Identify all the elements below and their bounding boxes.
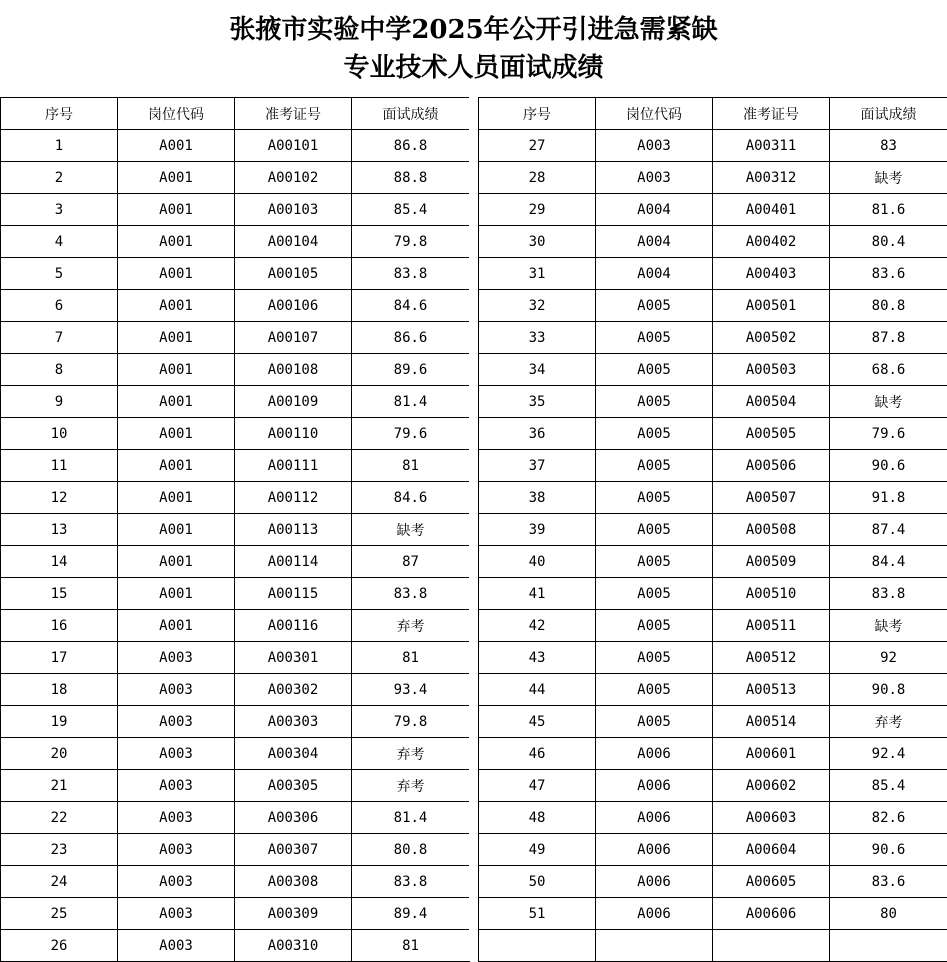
cell-seq: 46 bbox=[479, 738, 596, 770]
cell-seq: 27 bbox=[479, 130, 596, 162]
cell-ticket-number: A00104 bbox=[235, 226, 352, 258]
cell-post-code: A004 bbox=[596, 194, 713, 226]
cell-ticket-number: A00302 bbox=[235, 674, 352, 706]
table-row bbox=[1, 322, 470, 354]
table-row bbox=[1, 258, 470, 290]
cell-post-code: A003 bbox=[118, 866, 235, 898]
header-interview-score: 面试成绩 bbox=[352, 98, 470, 130]
cell-post-code: A001 bbox=[118, 386, 235, 418]
cell-interview-score: 83.8 bbox=[352, 578, 470, 610]
table-row bbox=[1, 194, 470, 226]
cell-interview-score: 86.6 bbox=[352, 322, 470, 354]
cell-seq: 19 bbox=[1, 706, 118, 738]
header-interview-score: 面试成绩 bbox=[830, 98, 947, 130]
cell-interview-score: 68.6 bbox=[830, 354, 947, 386]
cell-ticket-number: A00101 bbox=[235, 130, 352, 162]
cell-seq: 2 bbox=[1, 162, 118, 194]
cell-ticket-number bbox=[713, 930, 830, 962]
table-row bbox=[1, 610, 470, 642]
cell-interview-score: 80.8 bbox=[830, 290, 947, 322]
cell-interview-score: 弃考 bbox=[352, 610, 470, 642]
table-row bbox=[1, 898, 470, 930]
cell-interview-score: 83.8 bbox=[830, 578, 947, 610]
cell-seq: 32 bbox=[479, 290, 596, 322]
cell-ticket-number: A00514 bbox=[713, 706, 830, 738]
cell-seq: 41 bbox=[479, 578, 596, 610]
cell-ticket-number: A00511 bbox=[713, 610, 830, 642]
cell-post-code: A003 bbox=[118, 930, 235, 962]
cell-seq: 50 bbox=[479, 866, 596, 898]
cell-interview-score: 87.8 bbox=[830, 322, 947, 354]
table-row bbox=[479, 258, 947, 290]
table-row bbox=[479, 386, 947, 418]
header-seq: 序号 bbox=[479, 98, 596, 130]
cell-seq: 35 bbox=[479, 386, 596, 418]
cell-post-code: A001 bbox=[118, 354, 235, 386]
cell-interview-score: 81 bbox=[352, 450, 470, 482]
cell-seq: 48 bbox=[479, 802, 596, 834]
cell-post-code: A001 bbox=[118, 450, 235, 482]
table-row bbox=[1, 386, 470, 418]
cell-ticket-number: A00502 bbox=[713, 322, 830, 354]
cell-seq: 37 bbox=[479, 450, 596, 482]
cell-ticket-number: A00402 bbox=[713, 226, 830, 258]
table-row bbox=[1, 450, 470, 482]
table-header-row bbox=[479, 98, 947, 130]
cell-seq: 49 bbox=[479, 834, 596, 866]
cell-ticket-number: A00306 bbox=[235, 802, 352, 834]
cell-post-code: A004 bbox=[596, 226, 713, 258]
cell-seq: 39 bbox=[479, 514, 596, 546]
cell-ticket-number: A00308 bbox=[235, 866, 352, 898]
cell-ticket-number: A00116 bbox=[235, 610, 352, 642]
cell-post-code: A001 bbox=[118, 546, 235, 578]
cell-ticket-number: A00602 bbox=[713, 770, 830, 802]
cell-seq: 24 bbox=[1, 866, 118, 898]
header-post-code: 岗位代码 bbox=[596, 98, 713, 130]
cell-ticket-number: A00110 bbox=[235, 418, 352, 450]
cell-interview-score: 87.4 bbox=[830, 514, 947, 546]
table-row bbox=[479, 322, 947, 354]
cell-ticket-number: A00513 bbox=[713, 674, 830, 706]
cell-post-code: A001 bbox=[118, 418, 235, 450]
cell-seq: 38 bbox=[479, 482, 596, 514]
cell-ticket-number: A00105 bbox=[235, 258, 352, 290]
cell-interview-score: 90.6 bbox=[830, 450, 947, 482]
cell-interview-score: 87 bbox=[352, 546, 470, 578]
cell-post-code: A005 bbox=[596, 450, 713, 482]
table-row bbox=[1, 930, 470, 962]
cell-interview-score: 91.8 bbox=[830, 482, 947, 514]
cell-interview-score: 弃考 bbox=[352, 770, 470, 802]
table-row bbox=[479, 610, 947, 642]
cell-seq: 44 bbox=[479, 674, 596, 706]
cell-seq: 28 bbox=[479, 162, 596, 194]
table-row bbox=[1, 642, 470, 674]
table-row bbox=[479, 354, 947, 386]
cell-post-code: A003 bbox=[118, 642, 235, 674]
table-row bbox=[479, 834, 947, 866]
cell-ticket-number: A00507 bbox=[713, 482, 830, 514]
cell-post-code: A001 bbox=[118, 258, 235, 290]
cell-post-code: A003 bbox=[118, 834, 235, 866]
table-header-row bbox=[1, 98, 470, 130]
cell-ticket-number: A00505 bbox=[713, 418, 830, 450]
table-row bbox=[1, 514, 470, 546]
cell-post-code: A001 bbox=[118, 290, 235, 322]
table-row bbox=[1, 546, 470, 578]
cell-seq: 43 bbox=[479, 642, 596, 674]
cell-interview-score: 81.6 bbox=[830, 194, 947, 226]
cell-ticket-number: A00603 bbox=[713, 802, 830, 834]
table-row bbox=[479, 226, 947, 258]
cell-post-code: A005 bbox=[596, 386, 713, 418]
table-row bbox=[1, 290, 470, 322]
cell-ticket-number: A00307 bbox=[235, 834, 352, 866]
table-row bbox=[479, 706, 947, 738]
cell-ticket-number: A00301 bbox=[235, 642, 352, 674]
cell-post-code: A005 bbox=[596, 322, 713, 354]
cell-interview-score: 弃考 bbox=[830, 706, 947, 738]
cell-seq: 18 bbox=[1, 674, 118, 706]
table-row bbox=[479, 514, 947, 546]
cell-interview-score: 缺考 bbox=[830, 162, 947, 194]
cell-ticket-number: A00401 bbox=[713, 194, 830, 226]
cell-post-code: A003 bbox=[596, 130, 713, 162]
title-line-1: 张掖市实验中学2025年公开引进急需紧缺 bbox=[0, 13, 947, 47]
table-row bbox=[479, 642, 947, 674]
cell-ticket-number: A00312 bbox=[713, 162, 830, 194]
cell-ticket-number: A00310 bbox=[235, 930, 352, 962]
cell-seq: 25 bbox=[1, 898, 118, 930]
cell-interview-score: 83 bbox=[830, 130, 947, 162]
header-seq: 序号 bbox=[1, 98, 118, 130]
header-ticket-number: 准考证号 bbox=[235, 98, 352, 130]
cell-post-code: A005 bbox=[596, 706, 713, 738]
cell-seq: 16 bbox=[1, 610, 118, 642]
cell-ticket-number: A00506 bbox=[713, 450, 830, 482]
cell-interview-score: 92.4 bbox=[830, 738, 947, 770]
cell-interview-score: 86.8 bbox=[352, 130, 470, 162]
table-row bbox=[1, 706, 470, 738]
cell-seq: 6 bbox=[1, 290, 118, 322]
cell-post-code: A003 bbox=[118, 770, 235, 802]
cell-seq: 21 bbox=[1, 770, 118, 802]
cell-interview-score: 83.8 bbox=[352, 866, 470, 898]
cell-post-code: A003 bbox=[596, 162, 713, 194]
cell-interview-score bbox=[830, 930, 947, 962]
cell-ticket-number: A00605 bbox=[713, 866, 830, 898]
cell-seq: 9 bbox=[1, 386, 118, 418]
cell-ticket-number: A00311 bbox=[713, 130, 830, 162]
cell-seq: 4 bbox=[1, 226, 118, 258]
table-row bbox=[479, 290, 947, 322]
cell-seq: 14 bbox=[1, 546, 118, 578]
cell-interview-score: 90.8 bbox=[830, 674, 947, 706]
table-row bbox=[1, 866, 470, 898]
cell-post-code: A003 bbox=[118, 898, 235, 930]
cell-post-code: A006 bbox=[596, 802, 713, 834]
table-row bbox=[1, 802, 470, 834]
cell-interview-score: 82.6 bbox=[830, 802, 947, 834]
cell-post-code: A003 bbox=[118, 738, 235, 770]
cell-seq: 42 bbox=[479, 610, 596, 642]
cell-seq: 15 bbox=[1, 578, 118, 610]
cell-interview-score: 89.4 bbox=[352, 898, 470, 930]
cell-interview-score: 92 bbox=[830, 642, 947, 674]
cell-interview-score: 79.8 bbox=[352, 226, 470, 258]
cell-post-code: A001 bbox=[118, 162, 235, 194]
cell-interview-score: 缺考 bbox=[830, 386, 947, 418]
table-row bbox=[479, 162, 947, 194]
table-row bbox=[1, 834, 470, 866]
cell-post-code: A005 bbox=[596, 354, 713, 386]
cell-ticket-number: A00606 bbox=[713, 898, 830, 930]
cell-ticket-number: A00504 bbox=[713, 386, 830, 418]
cell-post-code: A003 bbox=[118, 706, 235, 738]
results-table-left bbox=[0, 97, 470, 962]
cell-interview-score: 83.6 bbox=[830, 866, 947, 898]
table-body-right bbox=[479, 130, 947, 962]
cell-ticket-number: A00601 bbox=[713, 738, 830, 770]
cell-ticket-number: A00509 bbox=[713, 546, 830, 578]
cell-seq: 23 bbox=[1, 834, 118, 866]
table-row bbox=[479, 866, 947, 898]
cell-seq: 47 bbox=[479, 770, 596, 802]
cell-post-code: A006 bbox=[596, 898, 713, 930]
cell-post-code: A001 bbox=[118, 322, 235, 354]
cell-ticket-number: A00604 bbox=[713, 834, 830, 866]
cell-seq: 45 bbox=[479, 706, 596, 738]
cell-ticket-number: A00403 bbox=[713, 258, 830, 290]
cell-post-code: A004 bbox=[596, 258, 713, 290]
cell-post-code: A005 bbox=[596, 546, 713, 578]
results-table-right bbox=[478, 97, 947, 962]
cell-seq: 8 bbox=[1, 354, 118, 386]
cell-interview-score: 84.4 bbox=[830, 546, 947, 578]
cell-seq: 29 bbox=[479, 194, 596, 226]
cell-interview-score: 84.6 bbox=[352, 290, 470, 322]
cell-post-code: A001 bbox=[118, 194, 235, 226]
cell-seq: 40 bbox=[479, 546, 596, 578]
results-grid bbox=[0, 97, 947, 961]
cell-ticket-number: A00112 bbox=[235, 482, 352, 514]
cell-post-code: A005 bbox=[596, 674, 713, 706]
cell-ticket-number: A00111 bbox=[235, 450, 352, 482]
cell-seq: 13 bbox=[1, 514, 118, 546]
cell-seq: 26 bbox=[1, 930, 118, 962]
cell-ticket-number: A00108 bbox=[235, 354, 352, 386]
cell-interview-score: 缺考 bbox=[830, 610, 947, 642]
table-row bbox=[479, 898, 947, 930]
table-row bbox=[479, 194, 947, 226]
cell-post-code: A005 bbox=[596, 482, 713, 514]
cell-interview-score: 93.4 bbox=[352, 674, 470, 706]
cell-interview-score: 缺考 bbox=[352, 514, 470, 546]
table-row bbox=[479, 418, 947, 450]
cell-ticket-number: A00303 bbox=[235, 706, 352, 738]
table-body-left bbox=[1, 130, 470, 962]
table-row bbox=[1, 770, 470, 802]
cell-post-code: A001 bbox=[118, 482, 235, 514]
cell-seq: 1 bbox=[1, 130, 118, 162]
cell-post-code: A006 bbox=[596, 834, 713, 866]
cell-seq: 11 bbox=[1, 450, 118, 482]
table-row bbox=[1, 130, 470, 162]
cell-ticket-number: A00508 bbox=[713, 514, 830, 546]
title-line-2: 专业技术人员面试成绩 bbox=[0, 51, 947, 85]
cell-interview-score: 81 bbox=[352, 642, 470, 674]
table-row bbox=[1, 578, 470, 610]
cell-post-code: A005 bbox=[596, 514, 713, 546]
cell-seq: 7 bbox=[1, 322, 118, 354]
cell-interview-score: 83.8 bbox=[352, 258, 470, 290]
cell-ticket-number: A00510 bbox=[713, 578, 830, 610]
cell-interview-score: 弃考 bbox=[352, 738, 470, 770]
cell-seq: 20 bbox=[1, 738, 118, 770]
table-row bbox=[479, 482, 947, 514]
table-row bbox=[1, 738, 470, 770]
cell-interview-score: 89.6 bbox=[352, 354, 470, 386]
cell-ticket-number: A00309 bbox=[235, 898, 352, 930]
table-row bbox=[479, 770, 947, 802]
cell-post-code: A001 bbox=[118, 130, 235, 162]
cell-interview-score: 79.6 bbox=[352, 418, 470, 450]
cell-seq: 31 bbox=[479, 258, 596, 290]
cell-interview-score: 83.6 bbox=[830, 258, 947, 290]
cell-seq: 51 bbox=[479, 898, 596, 930]
table-gap bbox=[469, 97, 478, 961]
cell-ticket-number: A00503 bbox=[713, 354, 830, 386]
cell-post-code: A003 bbox=[118, 674, 235, 706]
cell-interview-score: 81 bbox=[352, 930, 470, 962]
cell-interview-score: 80 bbox=[830, 898, 947, 930]
cell-post-code: A005 bbox=[596, 610, 713, 642]
table-row bbox=[479, 802, 947, 834]
cell-post-code: A005 bbox=[596, 290, 713, 322]
cell-ticket-number: A00109 bbox=[235, 386, 352, 418]
header-post-code: 岗位代码 bbox=[118, 98, 235, 130]
cell-seq: 34 bbox=[479, 354, 596, 386]
cell-seq: 36 bbox=[479, 418, 596, 450]
cell-interview-score: 79.8 bbox=[352, 706, 470, 738]
table-row bbox=[1, 482, 470, 514]
cell-seq: 10 bbox=[1, 418, 118, 450]
cell-interview-score: 80.4 bbox=[830, 226, 947, 258]
cell-ticket-number: A00304 bbox=[235, 738, 352, 770]
cell-interview-score: 81.4 bbox=[352, 386, 470, 418]
cell-post-code: A006 bbox=[596, 738, 713, 770]
cell-seq: 17 bbox=[1, 642, 118, 674]
cell-interview-score: 88.8 bbox=[352, 162, 470, 194]
cell-seq bbox=[479, 930, 596, 962]
cell-seq: 22 bbox=[1, 802, 118, 834]
table-row bbox=[479, 546, 947, 578]
table-row bbox=[479, 578, 947, 610]
cell-interview-score: 85.4 bbox=[352, 194, 470, 226]
cell-post-code: A006 bbox=[596, 866, 713, 898]
cell-seq: 5 bbox=[1, 258, 118, 290]
cell-post-code: A005 bbox=[596, 578, 713, 610]
table-row bbox=[1, 354, 470, 386]
cell-post-code: A001 bbox=[118, 578, 235, 610]
cell-ticket-number: A00106 bbox=[235, 290, 352, 322]
cell-interview-score: 79.6 bbox=[830, 418, 947, 450]
table-row bbox=[1, 418, 470, 450]
header-ticket-number: 准考证号 bbox=[713, 98, 830, 130]
cell-ticket-number: A00114 bbox=[235, 546, 352, 578]
cell-seq: 33 bbox=[479, 322, 596, 354]
table-row bbox=[479, 930, 947, 962]
cell-seq: 12 bbox=[1, 482, 118, 514]
cell-ticket-number: A00107 bbox=[235, 322, 352, 354]
cell-post-code: A001 bbox=[118, 610, 235, 642]
cell-post-code: A001 bbox=[118, 514, 235, 546]
cell-interview-score: 85.4 bbox=[830, 770, 947, 802]
cell-post-code: A005 bbox=[596, 418, 713, 450]
table-row bbox=[479, 130, 947, 162]
cell-post-code bbox=[596, 930, 713, 962]
cell-seq: 3 bbox=[1, 194, 118, 226]
cell-ticket-number: A00103 bbox=[235, 194, 352, 226]
cell-interview-score: 80.8 bbox=[352, 834, 470, 866]
cell-interview-score: 84.6 bbox=[352, 482, 470, 514]
table-row bbox=[479, 674, 947, 706]
table-row bbox=[1, 162, 470, 194]
cell-post-code: A006 bbox=[596, 770, 713, 802]
cell-interview-score: 81.4 bbox=[352, 802, 470, 834]
cell-interview-score: 90.6 bbox=[830, 834, 947, 866]
cell-ticket-number: A00501 bbox=[713, 290, 830, 322]
cell-post-code: A001 bbox=[118, 226, 235, 258]
cell-post-code: A005 bbox=[596, 642, 713, 674]
cell-ticket-number: A00115 bbox=[235, 578, 352, 610]
cell-ticket-number: A00305 bbox=[235, 770, 352, 802]
table-row bbox=[479, 450, 947, 482]
table-row bbox=[1, 226, 470, 258]
cell-seq: 30 bbox=[479, 226, 596, 258]
cell-ticket-number: A00102 bbox=[235, 162, 352, 194]
table-row bbox=[1, 674, 470, 706]
cell-ticket-number: A00113 bbox=[235, 514, 352, 546]
table-row bbox=[479, 738, 947, 770]
cell-post-code: A003 bbox=[118, 802, 235, 834]
page-title bbox=[0, 0, 947, 97]
cell-ticket-number: A00512 bbox=[713, 642, 830, 674]
